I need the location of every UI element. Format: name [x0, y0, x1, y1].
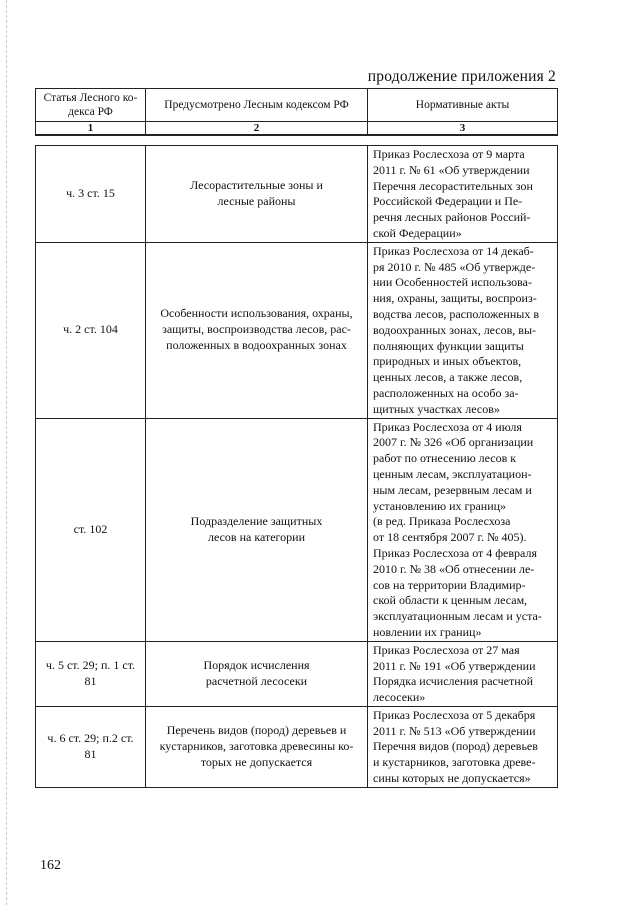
- column-number-3: 3: [368, 122, 558, 136]
- page-number: 162: [40, 858, 61, 873]
- cell-provision: Перечень видов (пород) деревьев и кустарников, заготовка древесины ко- торых не допускается: [146, 706, 368, 787]
- table-row: [36, 242, 558, 418]
- table-header: [35, 88, 558, 136]
- continuation-label: продолжение приложения 2: [367, 68, 556, 85]
- cell-article: ч. 3 ст. 15: [36, 146, 146, 243]
- table-row: [36, 146, 558, 243]
- cell-article: ч. 5 ст. 29; п. 1 ст. 81: [36, 641, 146, 706]
- cell-article: ст. 102: [36, 418, 146, 641]
- page-edge-marks: [6, 0, 8, 905]
- cell-provision: Особенности использования, охраны, защиты, воспроизводства лесов, рас- положенных в водоохранных зонах: [146, 242, 368, 418]
- cell-article: ч. 2 ст. 104: [36, 242, 146, 418]
- cell-acts: Приказ Рослесхоза от 4 июля 2007 г. № 326 «Об организации работ по отнесению лесов к ценным лесам, эксплуатацион- ным лесам, резервным лесам и установлению их границ» (в ред. Приказа Рослесхоза от 18 сентября 2007 г. № 405). Приказ Рослесхоза от 4 февраля 2010 г. № 38 «Об отнесении ле- сов на территории Владимир- ской области к ценным лесам, эксплуатационным лесам и уста- новлении их границ»: [368, 418, 558, 641]
- column-header-provision: Предусмотрено Лесным кодексом РФ: [146, 89, 368, 122]
- cell-acts: Приказ Рослесхоза от 14 декаб- ря 2010 г. № 485 «Об утвержде- нии Особенностей использова- ния, охраны, защиты, воспроиз- водства лесов, расположенных в водоохранных зонах, лесов, вы- полняющих функции защиты природных и иных объектов, ценных лесов, а также лесов, расположенных на особо за- щитных участках лесов»: [368, 242, 558, 418]
- column-number-1: 1: [36, 122, 146, 136]
- cell-provision: Лесорастительные зоны и лесные районы: [146, 146, 368, 243]
- cell-provision: Порядок исчисления расчетной лесосеки: [146, 641, 368, 706]
- column-header-acts: Нормативные акты: [368, 89, 558, 122]
- column-number-2: 2: [146, 122, 368, 136]
- cell-provision: Подразделение защитных лесов на категории: [146, 418, 368, 641]
- cell-acts: Приказ Рослесхоза от 9 марта 2011 г. № 61 «Об утверждении Перечня лесорастительных зон Российской Федерации и Пе- речня лесных районов Россий- ской Федерации»: [368, 146, 558, 243]
- column-header-article: Статья Лесного ко- декса РФ: [36, 89, 146, 122]
- cell-article: ч. 6 ст. 29; п.2 ст. 81: [36, 706, 146, 787]
- acts-table: [35, 145, 558, 788]
- cell-acts: Приказ Рослесхоза от 5 декабря 2011 г. № 513 «Об утверждении Перечня видов (пород) деревьев и кустарников, заготовка древе- сины которых не допускается»: [368, 706, 558, 787]
- table-row: [36, 418, 558, 641]
- cell-acts: Приказ Рослесхоза от 27 мая 2011 г. № 191 «Об утверждении Порядка исчисления расчетной лесосеки»: [368, 641, 558, 706]
- table-row: [36, 706, 558, 787]
- table-row: [36, 641, 558, 706]
